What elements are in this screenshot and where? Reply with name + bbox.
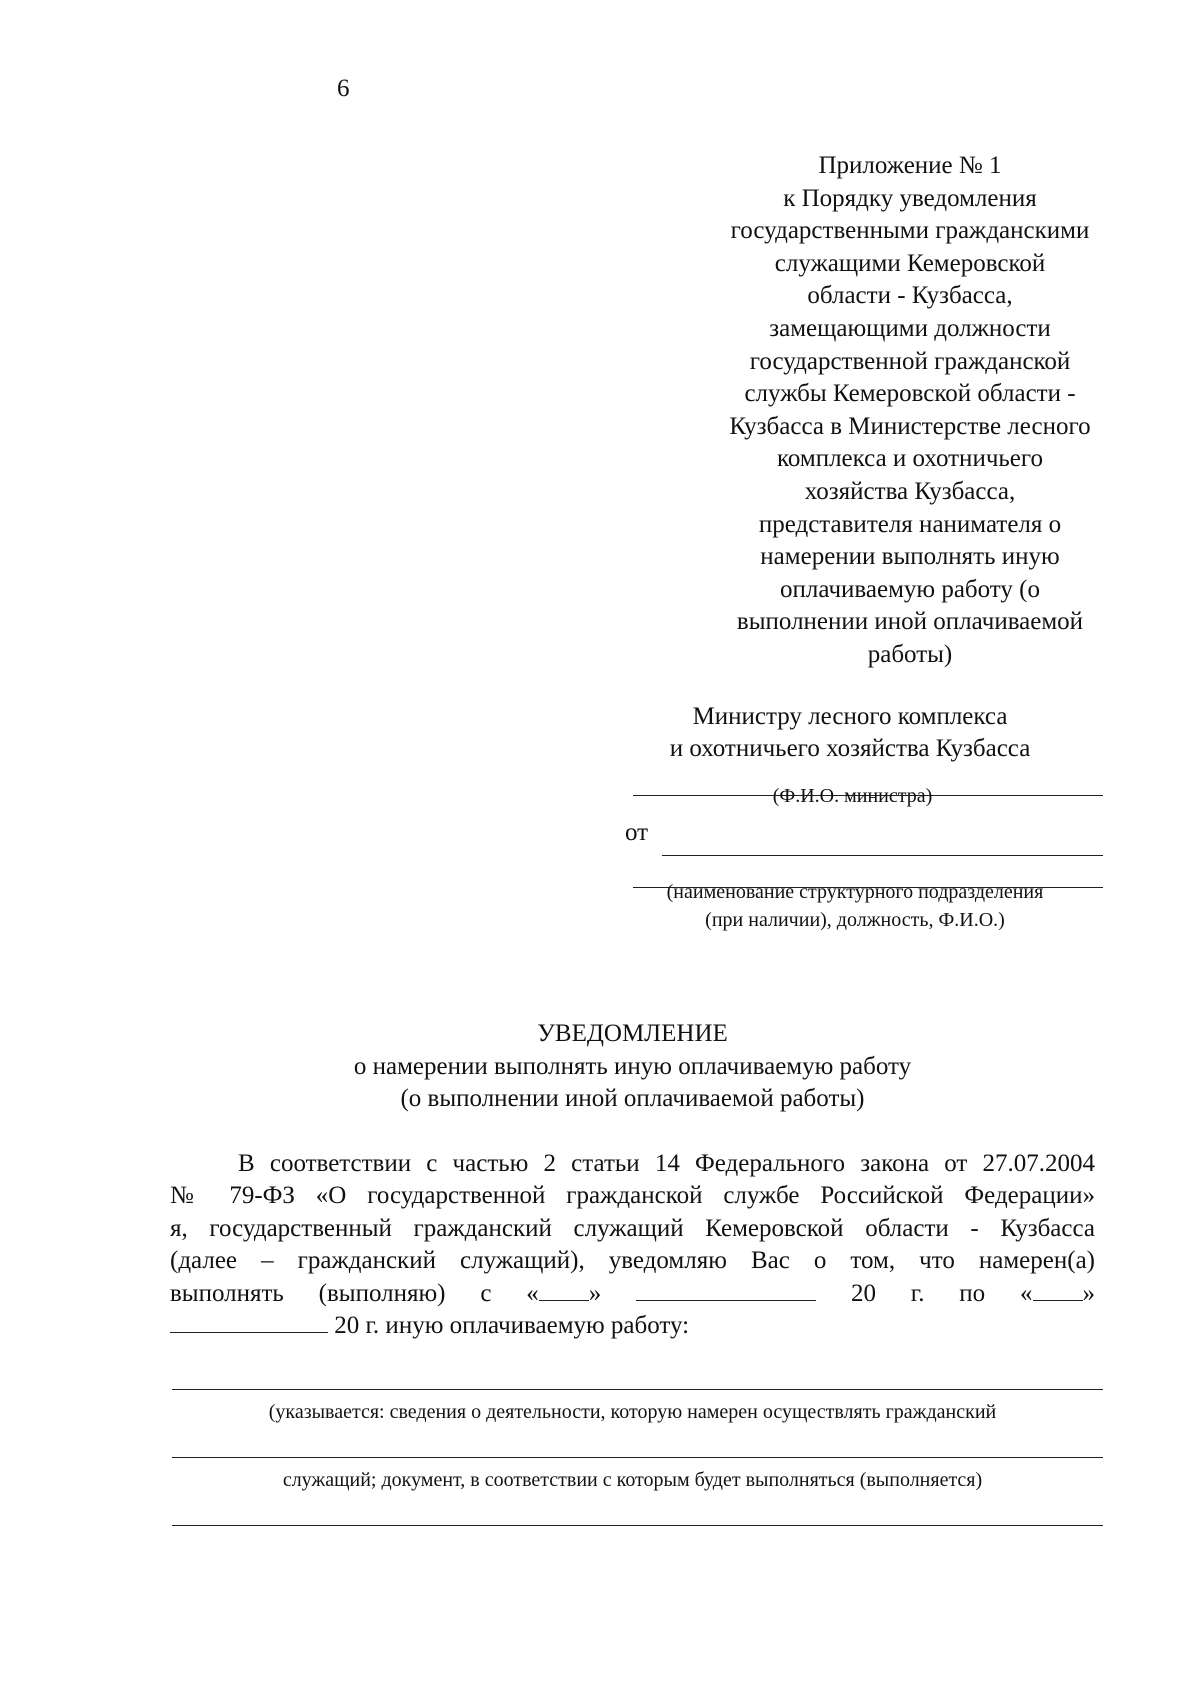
- start-year-label: 20 г.: [850, 1279, 925, 1307]
- appendix-line: служащими Кемеровской: [774, 249, 1046, 277]
- body-line: (далее – гражданский служащий), уведомляю Вас о том, что намерен(а): [170, 1247, 1095, 1275]
- notice-title: [170, 1018, 1095, 1116]
- work-description-line-1[interactable]: [172, 1389, 1103, 1390]
- end-month-field[interactable]: [170, 1312, 328, 1333]
- body-line: я, государственный гражданский служащий Кемеровской области - Кузбасса: [170, 1214, 1095, 1242]
- addressee-line-2: и охотничьего хозяйства Кузбасса: [669, 735, 1031, 762]
- start-month-field[interactable]: [636, 1280, 816, 1301]
- appendix-line: представителя нанимателя о: [758, 510, 1062, 538]
- work-description-line-2[interactable]: [172, 1457, 1103, 1458]
- page-number: 6: [337, 75, 350, 102]
- appendix-line: службы Кемеровской области -: [744, 380, 1076, 408]
- end-day-field[interactable]: « »: [1020, 1279, 1095, 1307]
- appendix-line: работы): [867, 640, 953, 668]
- notice-heading: УВЕДОМЛЕНИЕ: [537, 1020, 728, 1047]
- fio-caption: (Ф.И.О. министра): [772, 785, 933, 807]
- appendix-line: хозяйства Кузбасса,: [804, 477, 1016, 505]
- appendix-line: области - Кузбасса,: [807, 282, 1013, 310]
- appendix-line: государственными гражданскими: [730, 217, 1090, 245]
- from-line[interactable]: [662, 855, 1103, 856]
- appendix-line: государственной гражданской: [749, 347, 1071, 375]
- work-description-line-3[interactable]: [172, 1525, 1103, 1526]
- body-line: В соответствии с частью 2 статьи 14 Федерального закона от 27.07.2004: [238, 1150, 1095, 1177]
- notice-subtitle-2: (о выполнении иной оплачиваемой работы): [400, 1085, 865, 1112]
- appendix-header: [690, 150, 1130, 672]
- appendix-line: оплачиваемую работу (о: [780, 575, 1040, 603]
- department-caption: [625, 878, 1085, 934]
- appendix-line: Приложение № 1: [818, 152, 1002, 179]
- appendix-line: к Порядку уведомления: [783, 184, 1037, 212]
- from-label: от: [625, 819, 649, 846]
- body-line-dates: выполнять (выполняю) с « » 20 г. по « »: [170, 1279, 1095, 1307]
- notice-subtitle-1: о намерении выполнять иную оплачиваемую работу: [353, 1052, 912, 1080]
- appendix-line: замещающими должности: [769, 314, 1051, 342]
- work-caption-1: (указывается: сведения о деятельности, которую намерен осуществлять гражданский: [268, 1401, 997, 1423]
- work-caption-2: служащий; документ, в соответствии с которым будет выполняться (выполняется): [282, 1469, 983, 1491]
- body-line-end: [170, 1310, 1095, 1342]
- end-year-label: 20 г. иную оплачиваемую работу:: [334, 1312, 690, 1340]
- body-line: № 79-ФЗ «О государственной гражданской службе Российской Федерации»: [170, 1182, 1095, 1210]
- addressee-line-1: Министру лесного комплекса: [692, 703, 1008, 730]
- notice-body: [170, 1148, 1095, 1342]
- appendix-line: намерении выполнять иную: [760, 543, 1060, 571]
- start-day-field[interactable]: « »: [526, 1279, 602, 1307]
- appendix-line: выполнении иной оплачиваемой: [736, 608, 1084, 636]
- addressee-block: [620, 701, 1080, 765]
- department-caption-line: (наименование структурного подразделения: [666, 881, 1044, 903]
- appendix-line: Кузбасса в Министерстве лесного: [729, 412, 1091, 440]
- department-caption-line: (при наличии), должность, Ф.И.О.): [705, 909, 1005, 931]
- appendix-line: комплекса и охотничьего: [776, 445, 1044, 473]
